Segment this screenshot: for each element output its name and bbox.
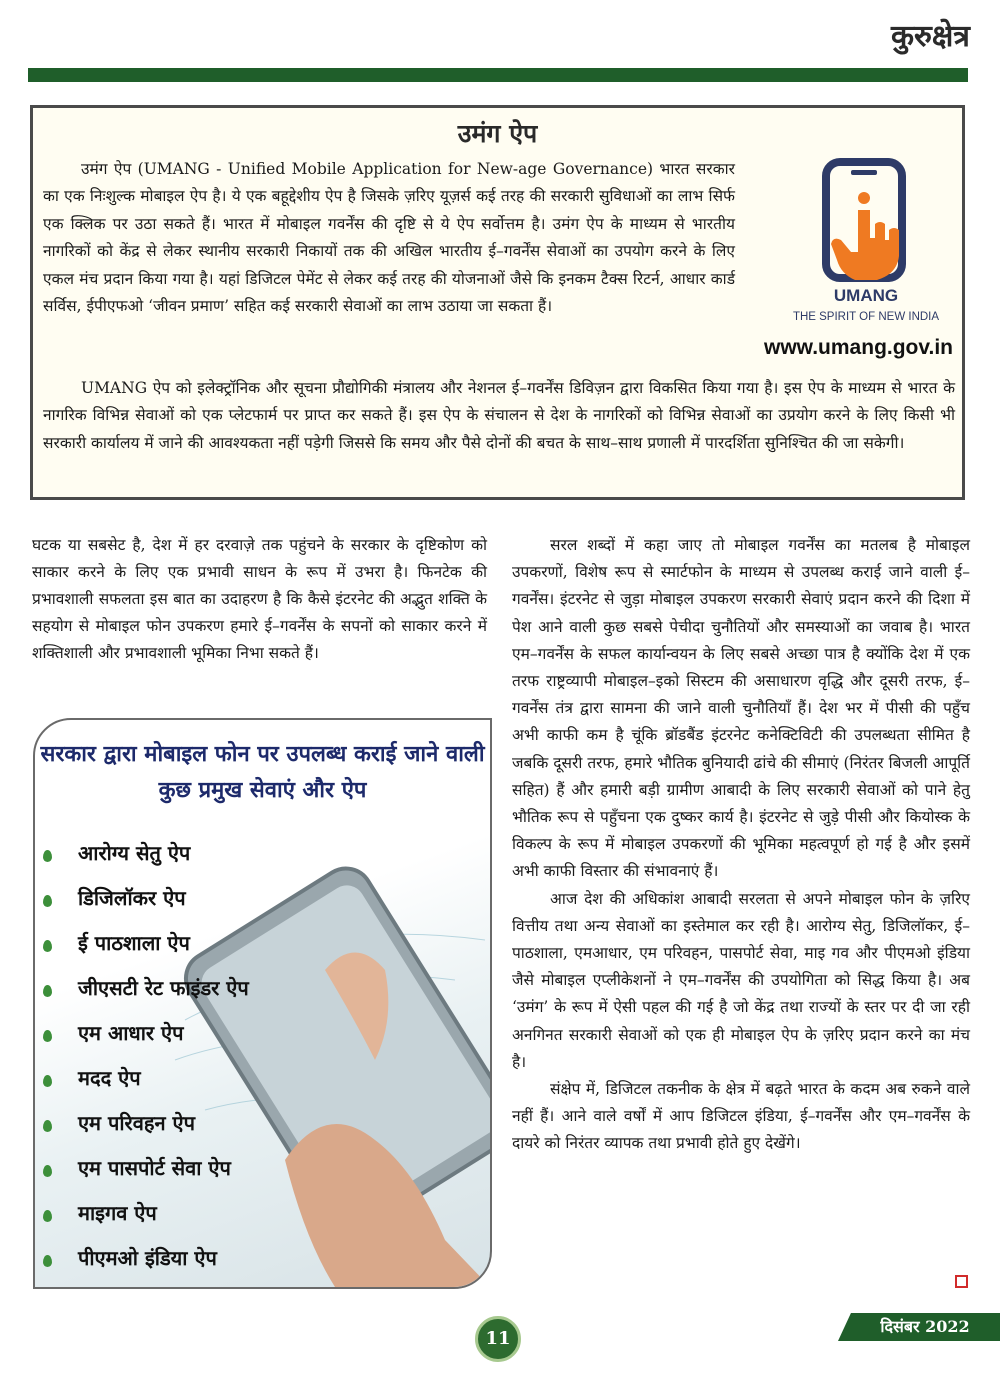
header-divider-bar (28, 68, 968, 82)
services-list (43, 830, 249, 1280)
right-column (512, 532, 970, 1158)
green-drop-bullet-icon (43, 985, 52, 997)
umang-info-box (30, 105, 965, 500)
list-item: पीएमओ इंडिया ऐप (43, 1235, 249, 1280)
umang-logo-name: UMANG (833, 286, 899, 305)
page-number: 11 (475, 1316, 521, 1362)
list-item: मदद ऐप (43, 1055, 249, 1100)
issue-date: दिसंबर 2022 (880, 1317, 970, 1336)
list-item: एम आधार ऐप (43, 1010, 249, 1055)
list-item: जीएसटी रेट फाइंडर ऐप (43, 965, 249, 1010)
green-drop-bullet-icon (43, 895, 52, 907)
umang-website-url: www.umang.gov.in (764, 336, 953, 359)
green-drop-bullet-icon (43, 1120, 52, 1132)
green-drop-bullet-icon (43, 1075, 52, 1087)
article-end-square-icon (955, 1275, 968, 1288)
green-drop-bullet-icon (43, 1210, 52, 1222)
green-drop-bullet-icon (43, 940, 52, 952)
green-drop-bullet-icon (43, 1165, 52, 1177)
list-item: एम परिवहन ऐप (43, 1100, 249, 1145)
green-drop-bullet-icon (43, 1030, 52, 1042)
umang-logo-tagline: THE SPIRIT OF NEW INDIA (792, 311, 940, 323)
services-box-title: सरकार द्वारा मोबाइल फोन पर उपलब्ध कराई जाने वाली कुछ प्रमुख सेवाएं और ऐप (40, 741, 485, 803)
umang-phone-hand-icon (771, 156, 961, 286)
green-drop-bullet-icon (43, 1255, 52, 1267)
right-paragraph-1: सरल शब्दों में कहा जाए तो मोबाइल गवर्नेंस का मतलब है मोबाइल उपकरणों, विशेष रूप से स्मार्टफोन के माध्यम से उपलब्ध कराई जाने वाली ई–गवर्नेंस। इंटरनेट से जुड़ा मोबाइल उपकरण सरकारी सेवाएं प्रदान करने की दिशा में पेश आने वाली कुछ सबसे पेचीदा चुनौतियों और समस्याओं का जवाब है। भारत एम–गवर्नेंस के सफल कार्यान्वयन के लिए सबसे अच्छा पात्र है क्योंकि देश में एक तरफ राष्ट्रव्यापी मोबाइल–इको सिस्टम की असाधारण वृद्धि और दूसरी तरफ, ई–गवर्नेंस तंत्र द्वारा सामना की जाने वाली चुनौतियाँ हैं। देश भर में पीसी की पहुँच अभी काफी कम है चूंकि ब्रॉडबैंड इंटरनेट कनेक्टिविटी की उपलब्धता सीमित है जबकि दूसरी तरफ, हमारे भौतिक बुनियादी ढांचे की सीमाएं (निरंतर बिजली आपूर्ति सहित) हैं और हमारी बड़ी ग्रामीण आबादी के लिए सरकारी सेवाओं को पाने हेतु भौतिक रूप से पहुँचना एक दुष्कर कार्य है। इंटरनेट से जुड़े पीसी और कियोस्क के विकल्प के रूप में मोबाइल उपकरणों की भूमिका महत्वपूर्ण हो गई है और इसमें अभी काफी विस्तार की संभावनाएं हैं। (512, 536, 970, 881)
magazine-masthead: कुरुक्षेत्र (890, 19, 970, 54)
left-column-text: घटक या सबसेट है, देश में हर दरवाज़े तक पहुंचने के सरकार के दृष्टिकोण को साकार करने के लिए एक प्रभावी साधन के रूप में उभरा है। फिनटेक की प्रभावशाली सफलता इस बात का उदाहरण है कि कैसे इंटरनेट की अद्भुत शक्ति के सहयोग से मोबाइल फोन उपकरण हमारे ई–गवर्नेंस के सपनों को साकार करने में शक्तिशाली और प्रभावशाली भूमिका निभा सकते हैं। (32, 536, 487, 662)
umang-logo (764, 156, 961, 366)
mobile-services-box (33, 718, 492, 1289)
list-item: डिजिलॉकर ऐप (43, 875, 249, 920)
list-item: आरोग्य सेतु ऐप (43, 830, 249, 875)
umang-paragraph-2: UMANG ऐप को इलेक्ट्रॉनिक और सूचना प्रौद्योगिकी मंत्रालय और नेशनल ई–गवर्नेंस डिविज़न द्वारा विकसित किया गया है। इस ऐप के माध्यम से भारत के नागरिक विभिन्न सेवाओं को एक प्लेटफार्म पर प्राप्त कर सकते हैं। इस ऐप के संचालन से देश के नागरिकों को विभिन्न सेवाओं का उप्रयोग करने के लिए किसी भी सरकारी कार्यालय में जाने की आवश्यकता नहीं पड़ेगी जिससे कि समय और पैसे दोनों की बचत के साथ–साथ प्रणाली में पारदर्शिता सुनिश्चित की जा सकेगी। (43, 379, 955, 452)
list-item: ई पाठशाला ऐप (43, 920, 249, 965)
umang-box-title: उमंग ऐप (457, 119, 538, 148)
list-item: एम पासपोर्ट सेवा ऐप (43, 1145, 249, 1190)
umang-paragraph-1: उमंग ऐप (UMANG - Unified Mobile Application for New-age Governance) भारत सरकार का एक निःशुल्क मोबाइल ऐप है। ये एक बहूद्देशीय ऐप है जिसके ज़रिए यूज़र्स कई तरह की सरकारी सुविधाओं का लाभ सिर्फ एक क्लिक पर उठा सकते हैं। भारत में मोबाइल गवर्नेंस की दृष्टि से ये ऐप सर्वोत्तम है। उमंग ऐप के माध्यम से भारतीय नागरिकों को केंद्र से लेकर स्थानीय सरकारी निकायों तक की अखिल भारतीय ई–गवर्नेंस सेवाओं का उपयोग करने के लिए एकल मंच प्रदान किया गया है। यहां डिजिटल पेमेंट से लेकर कई तरह की योजनाओं जैसे कि इनकम टैक्स रिटर्न, आधार कार्ड सर्विस, ईपीएफओ ‘जीवन प्रमाण’ सहित कई सरकारी सेवाओं का लाभ उठाया जा सकता हैं। (43, 160, 735, 316)
right-paragraph-3: संक्षेप में, डिजिटल तकनीक के क्षेत्र में बढ़ते भारत के कदम अब रुकने वाले नहीं हैं। आने वाले वर्षों में आप डिजिटल इंडिया, ई–गवर्नेंस और एम–गवर्नेंस के दायरे को निरंतर व्यापक तथा प्रभावी होते हुए देखेंगे। (512, 1080, 970, 1153)
right-paragraph-2: आज देश की अधिकांश आबादी सरलता से अपने मोबाइल फोन के ज़रिए वित्तीय तथा अन्य सेवाओं का इस्तेमाल कर रही है। आरोग्य सेतु, डिजिलॉकर, ई–पाठशाला, एमआधार, एम परिवहन, पासपोर्ट सेवा, माइ गव और पीएमओ इंडिया जैसे मोबाइल एप्लीकेशनों ने एम–गवर्नेंस की उपयोगिता को सिद्ध किया है। अब ‘उमंग’ के रूप में ऐसी पहल की गई है जो केंद्र तथा राज्यों के स्तर पर दी जा रही अनगिनत सरकारी सेवाओं को एक ही मोबाइल ऐप के ज़रिए प्रदान करने का मंच है। (512, 889, 970, 1071)
green-drop-bullet-icon (43, 850, 52, 862)
list-item: माइगव ऐप (43, 1190, 249, 1235)
